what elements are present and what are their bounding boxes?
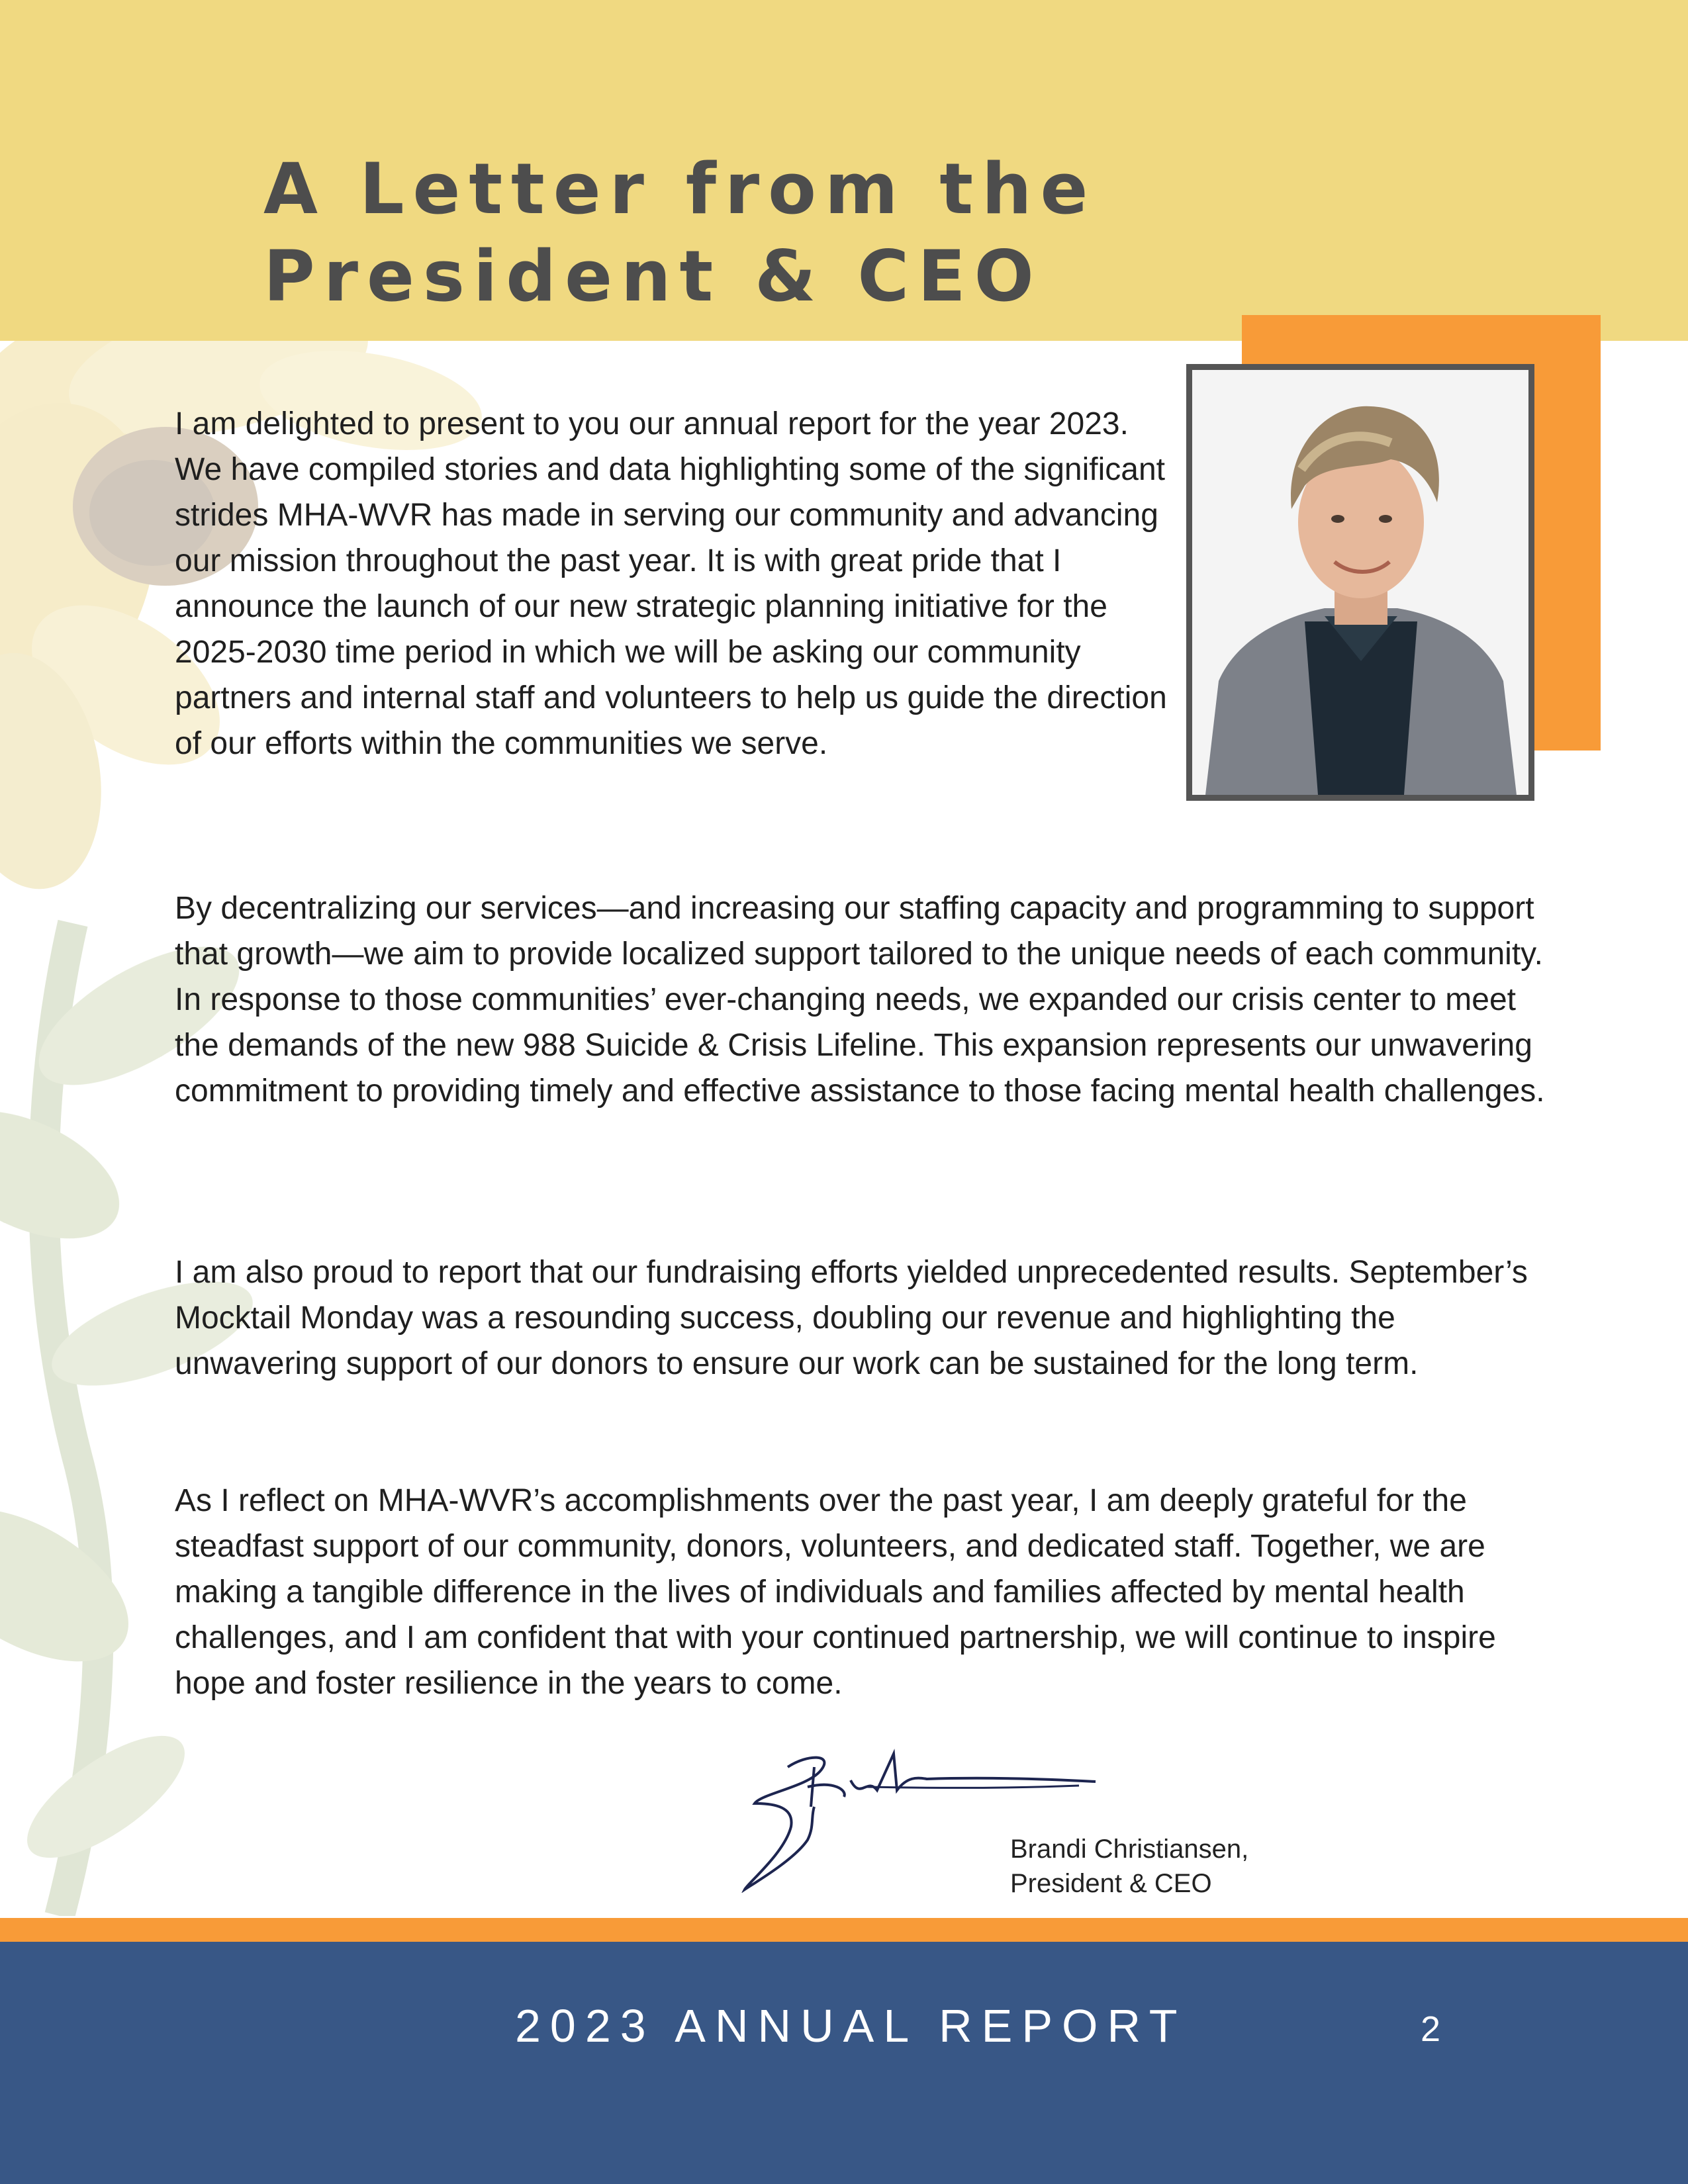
title-line-1: A Letter from the	[263, 148, 1097, 230]
footer-accent-stripe	[0, 1918, 1688, 1942]
letter-paragraph-3: I am also proud to report that our fundraising efforts yielded unprecedented results. September’s Mocktail Monday was a resounding success, doubling our revenue and highlighting the unwavering support of our donors to ensure our work can be sustained for the long term.	[175, 1255, 1528, 1381]
portrait-photo-icon	[1192, 370, 1528, 795]
ceo-portrait	[1186, 364, 1534, 801]
page-title	[263, 146, 1096, 320]
signer-title: President & CEO	[1010, 1869, 1212, 1898]
footer-band	[0, 1942, 1688, 2184]
letter-paragraph-4: As I reflect on MHA-WVR’s accomplishments over the past year, I am deeply grateful for the steadfast support of our community, donors, volunteers, and dedicated staff. Together, we are making a tangible difference in the lives of individuals and families affected by mental health challenges, and I am confident that with your continued partnership, we will continue to inspire hope and foster resilience in the years to come.	[175, 1483, 1496, 1701]
letter-paragraph-2: By decentralizing our services—and increasing our staffing capacity and programming to support that growth—we aim to provide localized support tailored to the unique needs of each community. In response to those communities’ ever-changing needs, we expanded our crisis center to meet the demands of the new 988 Suicide & Crisis Lifeline. This expansion represents our unwavering commitment to providing timely and effective assistance to those facing mental health challenges.	[175, 891, 1545, 1109]
title-line-2: President & CEO	[263, 236, 1043, 317]
page-number: 2	[1421, 2009, 1441, 2049]
letter-paragraph-1: I am delighted to present to you our annual report for the year 2023. We have compiled stories and data highlighting some of the significant strides MHA-WVR has made in serving our community and advancing our mission throughout the past year. It is with great pride that I announce the launch of our new strategic planning initiative for the 2025-2030 time period in which we will be asking our community partners and internal staff and volunteers to help us guide the direction of our efforts within the communities we serve.	[175, 406, 1167, 761]
footer-title: 2023 ANNUAL REPORT	[515, 2000, 1187, 2052]
signer-name: Brandi Christiansen,	[1010, 1835, 1249, 1864]
